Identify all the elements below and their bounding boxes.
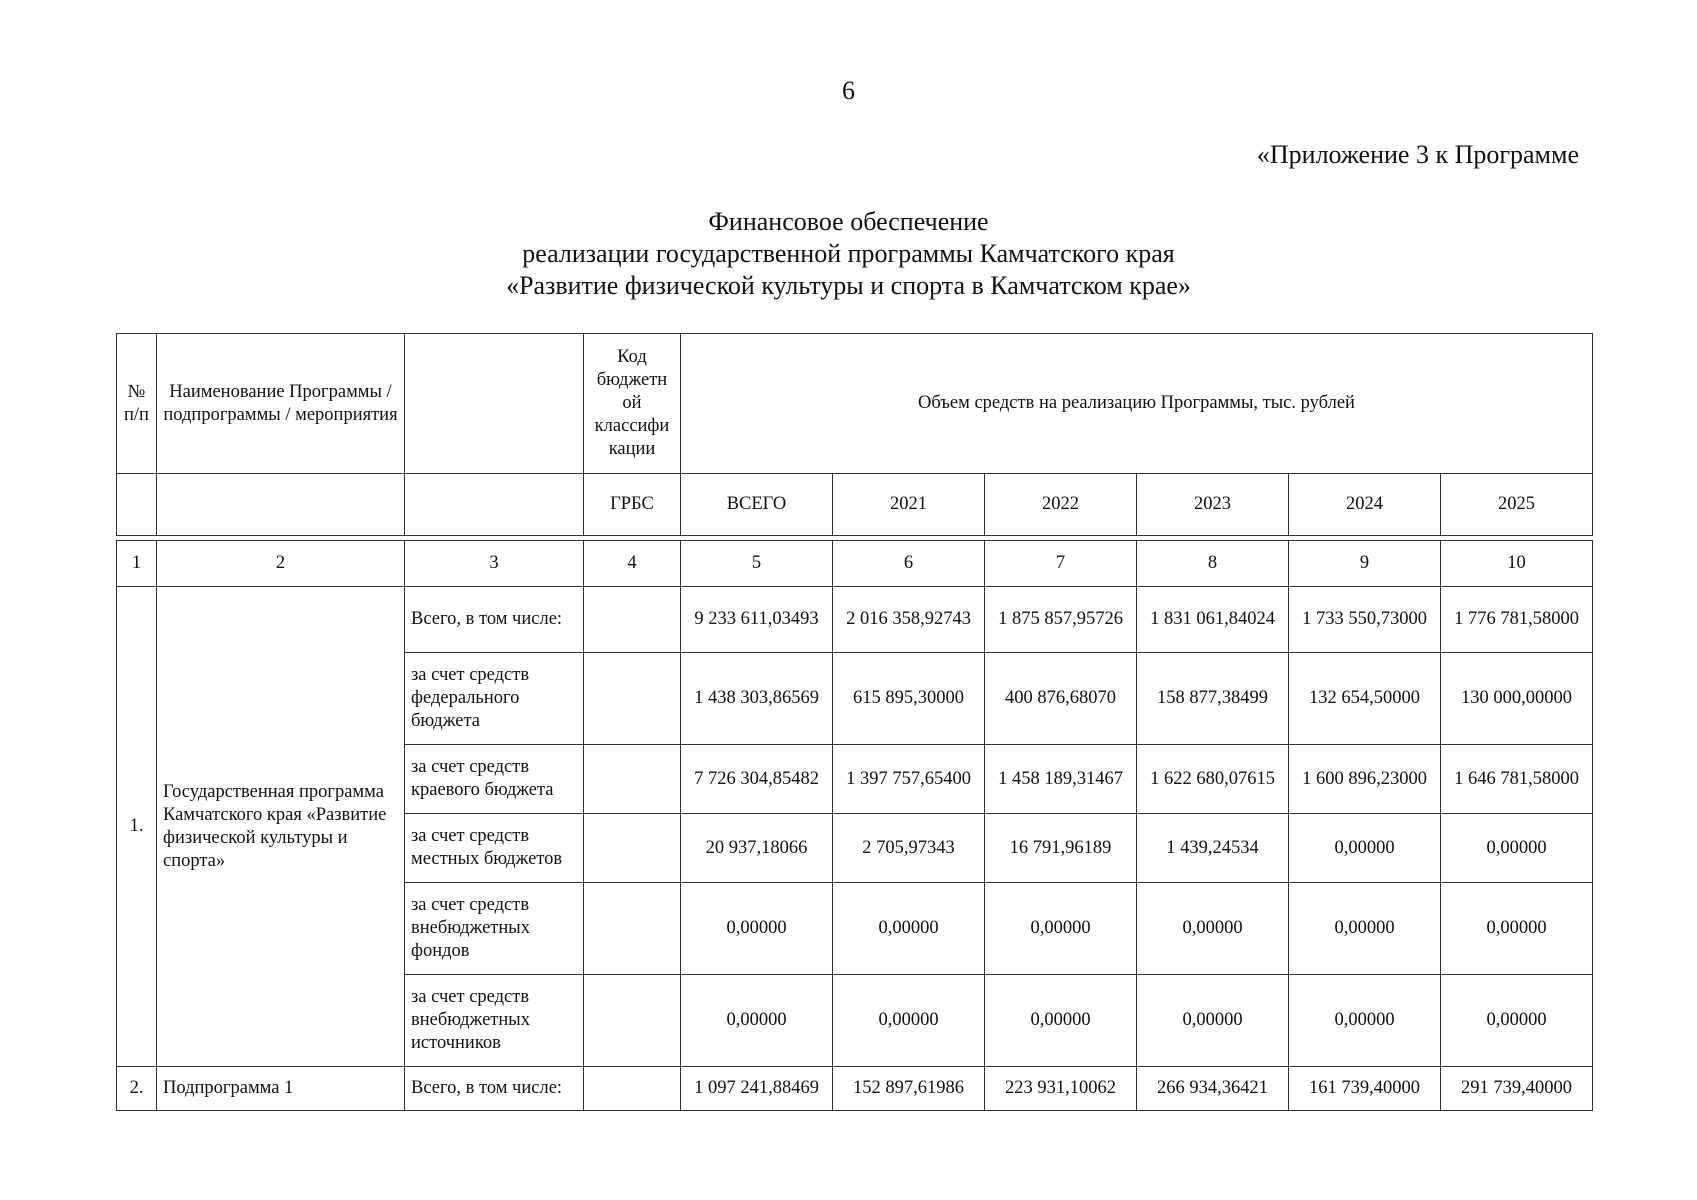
header-year-2021: 2021	[833, 474, 985, 536]
source-label: за счет средств местных бюджетов	[405, 814, 584, 883]
header-year-2022: 2022	[985, 474, 1137, 536]
value-2025: 291 739,40000	[1441, 1067, 1593, 1111]
value-2022: 0,00000	[985, 975, 1137, 1067]
total-value: 0,00000	[681, 883, 833, 975]
value-2023: 1 622 680,07615	[1137, 745, 1289, 814]
value-2024: 1 733 550,73000	[1289, 587, 1441, 653]
value-2025: 0,00000	[1441, 814, 1593, 883]
value-2024: 0,00000	[1289, 883, 1441, 975]
value-2025: 130 000,00000	[1441, 653, 1593, 745]
col-number: 7	[985, 541, 1137, 587]
source-label: за счет средств краевого бюджета	[405, 745, 584, 814]
value-2022: 400 876,68070	[985, 653, 1137, 745]
col-number: 8	[1137, 541, 1289, 587]
header-empty-2	[157, 474, 405, 536]
header-row-2	[117, 474, 1593, 536]
value-2023: 0,00000	[1137, 883, 1289, 975]
grbs-cell	[584, 653, 681, 745]
col-number: 2	[157, 541, 405, 587]
value-2025: 1 776 781,58000	[1441, 587, 1593, 653]
value-2024: 161 739,40000	[1289, 1067, 1441, 1111]
header-grbs: ГРБС	[584, 474, 681, 536]
value-2023: 158 877,38499	[1137, 653, 1289, 745]
table-row	[117, 587, 1593, 653]
source-label: за счет средств внебюджетных источников	[405, 975, 584, 1067]
total-value: 1 438 303,86569	[681, 653, 833, 745]
header-empty-1	[117, 474, 157, 536]
header-volume: Объем средств на реализацию Программы, тыс. рублей	[681, 334, 1593, 474]
value-2021: 2 705,97343	[833, 814, 985, 883]
value-2024: 0,00000	[1289, 975, 1441, 1067]
header-year-2024: 2024	[1289, 474, 1441, 536]
header-total: ВСЕГО	[681, 474, 833, 536]
header-row-1	[117, 334, 1593, 474]
grbs-cell	[584, 883, 681, 975]
col-number: 5	[681, 541, 833, 587]
grbs-cell	[584, 1067, 681, 1111]
value-2021: 1 397 757,65400	[833, 745, 985, 814]
value-2023: 1 831 061,84024	[1137, 587, 1289, 653]
financing-table	[116, 333, 1593, 1111]
title-line-2: реализации государственной программы Камчатского края	[522, 239, 1175, 268]
document-title	[0, 206, 1697, 302]
header-name: Наименование Программы / подпрограммы / мероприятия	[157, 334, 405, 474]
section-2-num: 2.	[117, 1067, 157, 1111]
source-label: за счет средств внебюджетных фондов	[405, 883, 584, 975]
total-value: 1 097 241,88469	[681, 1067, 833, 1111]
value-2023: 1 439,24534	[1137, 814, 1289, 883]
source-label: Всего, в том числе:	[405, 587, 584, 653]
table-row	[117, 1067, 1593, 1111]
total-value: 20 937,18066	[681, 814, 833, 883]
col-number: 6	[833, 541, 985, 587]
header-col3	[405, 334, 584, 474]
header-budget-code: Код бюджетн ой классифи кации	[584, 334, 681, 474]
value-2023: 266 934,36421	[1137, 1067, 1289, 1111]
value-2025: 1 646 781,58000	[1441, 745, 1593, 814]
col-number: 4	[584, 541, 681, 587]
header-year-2023: 2023	[1137, 474, 1289, 536]
header-year-2025: 2025	[1441, 474, 1593, 536]
source-label: за счет средств федерального бюджета	[405, 653, 584, 745]
value-2022: 1 875 857,95726	[985, 587, 1137, 653]
value-2021: 0,00000	[833, 883, 985, 975]
value-2025: 0,00000	[1441, 975, 1593, 1067]
value-2025: 0,00000	[1441, 883, 1593, 975]
col-number: 3	[405, 541, 584, 587]
value-2023: 0,00000	[1137, 975, 1289, 1067]
header-empty-3	[405, 474, 584, 536]
total-value: 7 726 304,85482	[681, 745, 833, 814]
column-numbers-row	[117, 541, 1593, 587]
page-number: 6	[842, 76, 855, 105]
value-2024: 132 654,50000	[1289, 653, 1441, 745]
source-label: Всего, в том числе:	[405, 1067, 584, 1111]
appendix-label: «Приложение 3 к Программе	[1256, 140, 1579, 169]
value-2022: 223 931,10062	[985, 1067, 1137, 1111]
value-2024: 0,00000	[1289, 814, 1441, 883]
col-number: 10	[1441, 541, 1593, 587]
grbs-cell	[584, 814, 681, 883]
col-number: 9	[1289, 541, 1441, 587]
value-2021: 2 016 358,92743	[833, 587, 985, 653]
grbs-cell	[584, 745, 681, 814]
value-2022: 1 458 189,31467	[985, 745, 1137, 814]
total-value: 9 233 611,03493	[681, 587, 833, 653]
title-line-1: Финансовое обеспечение	[708, 207, 989, 236]
total-value: 0,00000	[681, 975, 833, 1067]
value-2022: 16 791,96189	[985, 814, 1137, 883]
value-2021: 0,00000	[833, 975, 985, 1067]
grbs-cell	[584, 975, 681, 1067]
value-2024: 1 600 896,23000	[1289, 745, 1441, 814]
value-2021: 615 895,30000	[833, 653, 985, 745]
title-line-3: «Развитие физической культуры и спорта в Камчатском крае»	[506, 271, 1191, 300]
section-1-name: Государственная программа Камчатского края «Развитие физической культуры и спорта»	[157, 587, 405, 1067]
value-2022: 0,00000	[985, 883, 1137, 975]
value-2021: 152 897,61986	[833, 1067, 985, 1111]
header-num: № п/п	[117, 334, 157, 474]
col-number: 1	[117, 541, 157, 587]
section-2-name: Подпрограмма 1	[157, 1067, 405, 1111]
section-1-num: 1.	[117, 587, 157, 1067]
grbs-cell	[584, 587, 681, 653]
